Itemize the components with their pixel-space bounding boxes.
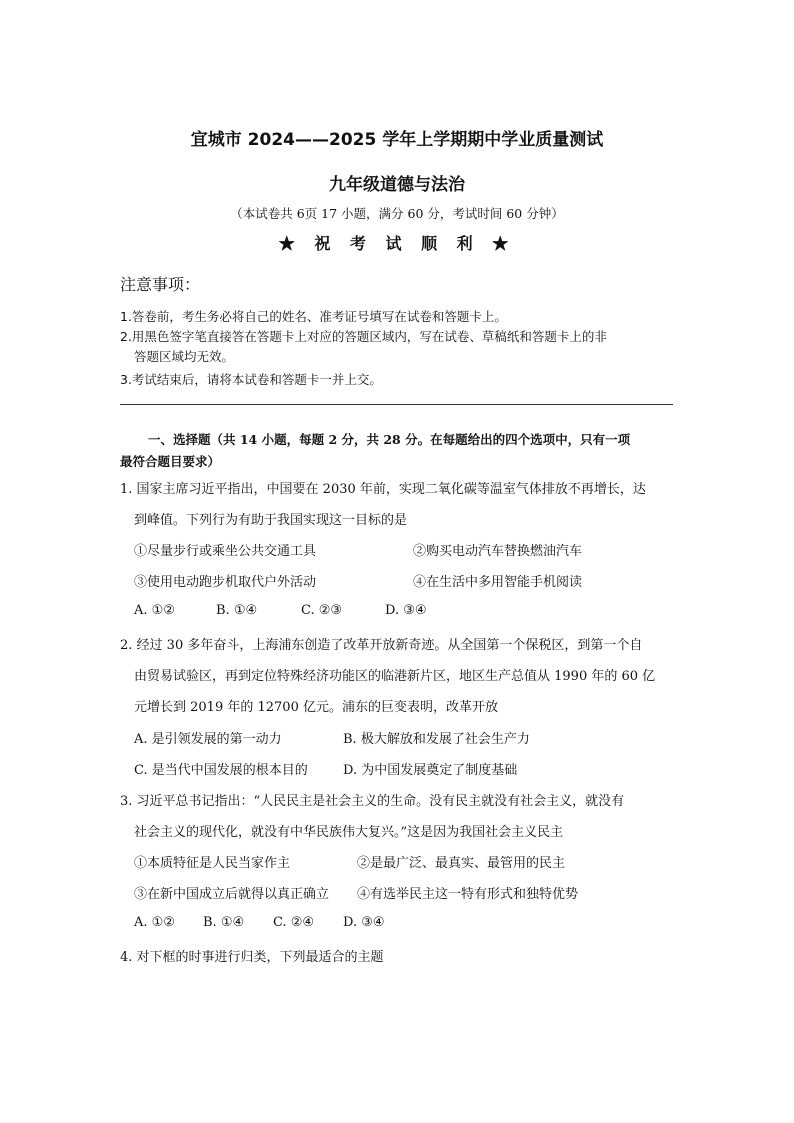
question-3-statement: ③在新中国成立后就得以真正确立 bbox=[134, 887, 330, 902]
note-item: 答题区域均无效。 bbox=[134, 349, 235, 364]
section-heading-cont: 最符合题目要求） bbox=[120, 454, 221, 469]
question-1-option-b: B. ①④ bbox=[216, 603, 258, 618]
question-3-option-a: A. ①② bbox=[134, 915, 175, 930]
question-1-option-a: A. ①② bbox=[134, 603, 175, 618]
question-2-text-cont: 由贸易试验区，再到定位特殊经济功能区的临港新片区，地区生产总值从 1990 年的 60 亿 bbox=[134, 669, 656, 684]
question-2-option-b: B. 极大解放和发展了社会生产力 bbox=[343, 732, 530, 747]
question-1-statement: ②购买电动汽车替换燃油汽车 bbox=[413, 544, 583, 559]
exam-blessing: ★ 祝 考 试 顺 利 ★ bbox=[278, 234, 516, 253]
question-1-option-d: D. ③④ bbox=[385, 603, 427, 618]
question-1-text: 1. 国家主席习近平指出，中国要在 2030 年前，实现二氧化碳等温室气体排放不再增长，达 bbox=[120, 482, 646, 497]
question-1-statement: ③使用电动跑步机取代户外活动 bbox=[134, 575, 317, 590]
question-2-text-cont: 元增长到 2019 年的 12700 亿元。浦东的巨变表明，改革开放 bbox=[134, 700, 498, 715]
question-3-statement: ②是最广泛、最真实、最管用的民主 bbox=[357, 856, 566, 871]
question-2-text: 2. 经过 30 多年奋斗，上海浦东创造了改革开放新奇迹。从全国第一个保税区，到第一个自 bbox=[120, 638, 643, 653]
question-4-text: 4. 对下框的时事进行归类，下列最适合的主题 bbox=[120, 950, 384, 965]
question-2-option-c: C. 是当代中国发展的根本目的 bbox=[134, 763, 308, 778]
question-1-statement: ④在生活中多用智能手机阅读 bbox=[413, 575, 583, 590]
section-heading: 一、选择题（共 14 小题，每题 2 分，共 28 分。在每题给出的四个选项中，只有一项 bbox=[148, 432, 631, 447]
exam-title: 宜城市 2024——2025 学年上学期期中学业质量测试 bbox=[190, 130, 604, 150]
question-2-option-a: A. 是引领发展的第一动力 bbox=[134, 732, 282, 747]
question-3-option-b: B. ①④ bbox=[203, 915, 245, 930]
question-3-statement: ①本质特征是人民当家作主 bbox=[134, 856, 291, 871]
notes-heading: 注意事项： bbox=[120, 275, 201, 294]
question-3-text-cont: 社会主义的现代化，就没有中华民族伟大复兴。”这是因为我国社会主义民主 bbox=[134, 825, 564, 840]
question-3-text: 3. 习近平总书记指出：“人民民主是社会主义的生命。没有民主就没有社会主义，就没有 bbox=[120, 794, 625, 809]
question-1-option-c: C. ②③ bbox=[301, 603, 343, 618]
question-3-option-c: C. ②④ bbox=[273, 915, 315, 930]
note-item: 1.答卷前，考生务必将自己的姓名、准考证号填写在试卷和答题卡上。 bbox=[120, 309, 507, 324]
exam-subject: 九年级道德与法治 bbox=[329, 175, 465, 195]
question-1-text-cont: 到峰值。下列行为有助于我国实现这一目标的是 bbox=[134, 513, 408, 528]
question-3-option-d: D. ③④ bbox=[343, 915, 385, 930]
note-item: 3.考试结束后，请将本试卷和答题卡一并上交。 bbox=[120, 372, 382, 387]
note-item: 2.用黑色签字笔直接答在答题卡上对应的答题区域内，写在试卷、草稿纸和答题卡上的非 bbox=[120, 329, 607, 344]
question-3-statement: ④有选举民主这一特有形式和独特优势 bbox=[357, 887, 579, 902]
question-1-statement: ①尽量步行或乘坐公共交通工具 bbox=[134, 544, 317, 559]
divider-line bbox=[120, 404, 673, 405]
question-2-option-d: D. 为中国发展奠定了制度基础 bbox=[343, 763, 518, 778]
exam-info: （本试卷共 6页 17 小题，满分 60 分，考试时间 60 分钟） bbox=[230, 206, 564, 221]
